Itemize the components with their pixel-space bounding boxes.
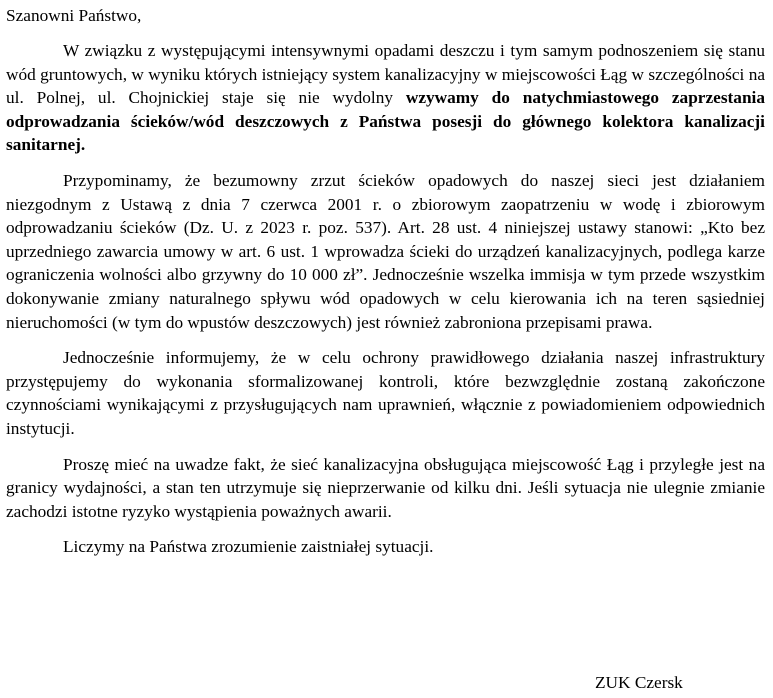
paragraph-closing: Liczymy na Państwa zrozumienie zaistniałej sytuacji. [63,537,434,557]
paragraph-notice-demand: wzywamy do natychmiastowego zaprzestania odprowadzania ścieków/wód deszczowych z Państwa posesji do głównego kolektora kanalizacji sanitarnej. [6,88,765,155]
paragraph-legal-reminder: Przypominamy, że bezumowny zrzut ścieków opadowych do naszej sieci jest działaniem niezgodnym z Ustawą z dnia 7 czerwca 2001 r. o zbiorowym zaopatrzeniu w wodę i zbiorowym odprowadzaniu ścieków (Dz. U. z 2023 r. poz. 537). Art. 28 ust. 4 niniejszej ustawy stanowi: „Kto bez uprzedniego zawarcia umowy w art. 6 ust. 1 wprowadza ścieki do urządzeń kanalizacyjnych, podlega karze ograniczenia wolności albo grzywny do 10 000 zł”. Jednocześnie wszelka immisja w tym przede wszystkim dokonywanie zmiany naturalnego spływu wód opadowych w celu kierowania ich na teren sąsiedniej nieruchomości (w tym do wpustów deszczowych) jest również zabroniona przepisami prawa. [6,170,765,332]
salutation: Szanowni Państwo, [6,6,142,25]
paragraph-notice-text: W związku z występującymi intensywnymi opadami deszczu i tym samym podnoszeniem się stanu wód gruntowych, w wyniku których istniejący system kanalizacyjny w miejscowości Łąg w szczególności na ul. Polnej, ul. Chojnickiej staje się nie wydolny [6,41,765,108]
signature: ZUK Czersk [595,673,683,692]
paragraph-inspection: Jednocześnie informujemy, że w celu ochrony prawidłowego działania naszej infrastruktury przystępujemy do wykonania sformalizowanej kontroli, które bezwzględnie zostaną zakończone czynnościami wynikającymi z przysługujących nam uprawnień, włącznie z powiadomieniem odpowiednich instytucji. [6,348,765,438]
paragraph-capacity-warning: Proszę mieć na uwadze fakt, że sieć kanalizacyjna obsługująca miejscowość Łąg i przyległe jest na granicy wydajności, a stan ten utrzymuje się nieprzerwanie od kilku dni. Jeśli sytuacja nie ulegnie zmianie zachodzi istotne ryzyko wystąpienia poważnych awarii. [6,454,765,521]
paragraph-notice [6,39,765,157]
